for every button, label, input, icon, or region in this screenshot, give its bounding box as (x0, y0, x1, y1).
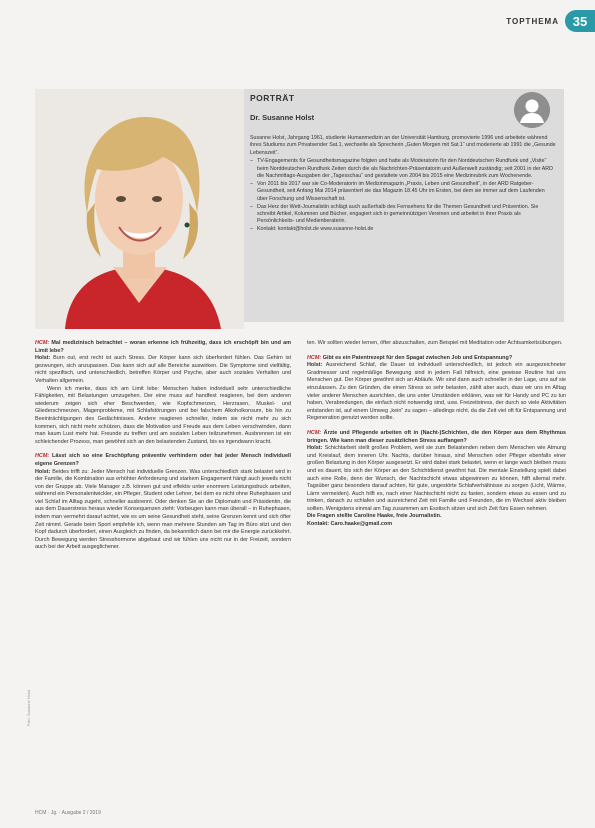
paragraph-gap (35, 446, 291, 453)
portrait-body (250, 135, 556, 234)
portrait-photo-image (35, 89, 244, 329)
page-footer: HCM · Jg. · Ausgabe 2 / 2019 (35, 810, 101, 816)
interview-credit: Die Fragen stellte Caroline Haake, freie Journalistin. (307, 513, 442, 520)
paragraph-gap (307, 423, 566, 430)
interview-column-right (307, 340, 566, 529)
portrait-info-box (244, 89, 564, 322)
interview-answer-continued: ten. Wir sollten wieder lernen, öfter abzuschalten, zum Beispiel mit Meditation oder Achtsamkeitsübungen. (307, 340, 563, 346)
interview-question: HCM: Mal medizinisch betrachtet – woran erkenne ich frühzeitig, dass ich erschöpft bin und am Limit lebe? (35, 340, 291, 354)
portrait-contact: – Kontakt: kontakt@holst.de www.susanne-holst.de (250, 226, 556, 233)
section-label: TOPTHEMA (506, 16, 559, 26)
interview-question: HCM: Gibt es ein Patentrezept für den Spagat zwischen Job und Entspannung? (307, 354, 513, 361)
portrait-photo (35, 89, 244, 329)
interview-column-left (35, 340, 291, 552)
interview-answer: Holst: Burn out, erst recht ist auch Stress. Der Körper kann sich überfordert fühlen. Das Gehirn ist gezwungen, sich anzupassen. Das kann sich auf alle Bereiche auswirken. Die Symptome sind vielfältig, nicht spezifisch, und unterschiedlich, betreffen Körper und Psyche, aber auch soziales Verhalten und Verhalten allgemein. (35, 355, 291, 384)
interview-answer: Holst: Beides trifft zu: Jeder Mensch hat individuelle Grenzen. Was unterschiedlich stark belastet wird in der Familie, die Kombination aus erhöhter Anforderung und starkem Engagement hängt auch jeweils nicht von der Gruppe ab. Viele Manager z.B. können gut und effektiv unter enormem Leistungsdruck arbeiten, während ein Personalentwickler, ein Pfleger, Student oder Lehrer, bei dem es nicht ohne Ruhephasen und viel Schlaf im Alltag zugeht, schneller ausbrennt. Oder denken Sie an die Diplomatin und Präsidentin, die aus dem Dauerstress heraus wieder Konsequenzen zieht: Vorbeugen kann man überall – in Ruhephasen, indem man vermehrt darauf achtet, wie es um seine Gesundheit steht, seine Grenzen kennt und sich öfter Zeit nimmt. Gerade beim Sport empfehle ich, wenn man mehrere Stunden am Tag im Büro sitzt und den Kopf dadurch überfordert, einen Ausgleich zu finden, da bekanntlich dann bei mir die Energie zurückkehrt. Durch Bewegung werden Stresshormone abgebaut und wir fühlen uns nicht nur in der Freizeit, sondern auch bei der Arbeit ausgeglichener. (35, 468, 291, 551)
paragraph-gap (307, 348, 566, 355)
portrait-item: – Von 2011 bis 2017 war sie Co-Moderatorin im Medizinmagazin „Praxis, Leben und Gesundheit“, in der ARD Ratgeber-Gesundheit, seit Anfang Mai 2014 präsentiert sie das Magazin 18.45 Uhr im Ersten, bei dem sie immer auf dem Laufenden über Forschung und Wissenschaft ist. (250, 181, 556, 203)
portrait-label: PORTRÄT (250, 93, 295, 103)
interview-answer: Holst: Ausreichend Schlaf, die Dauer ist individuell unterschiedlich, ist jedoch ein ausgezeichneter Gradmesser und regelmäßige Bewegung sind in jedem Fall hilfreich, eine gewisse Routine hat uns Menschen gut. Der Körper gewöhnt sich an Abläufe. Wir sind dann auch schneller in der Lage, uns auf sie einzulassen. Zu den Gründen, die einen Stress so sehr belasten, zählt aber auch, dass wir uns im Alltag vieler anderer Menschen ausrichten, die uns unter Umständen erklären, was wir für Handy und PC zu tun haben, Verabredungen, die einfach nicht notwendig sind, usw. Freizeitstress, der durch so viele Aktivitäten entstanden ist, auf einem Umweg „kein“ zu sagen – alledings nicht, da die Zeit viel oft für Entspannung und Regeneration genutzt werden sollte. (307, 362, 566, 422)
portrait-name: Dr. Susanne Holst (250, 113, 315, 122)
interview-answer: Holst: Schichtarbeit stellt großes Problem, weil sie zum Belastenden neben dem Menschen wie Atmung und Kreislauf, dem inneren Uhr. Nachts, darüber hinaus, sind Menschen oder Pfleger ebenfalls einer großen Belastung in den Körper ausgesetzt. Er wird dabei stark belastet, wenn er lange wach bleiben muss und es dauert, bis sich der Körper an den Schichtdienst gewöhnt hat. Die mentale Einstellung spielt dabei auch eine Rolle, denn der Wunsch, der Nachtschicht etwas abgewinnen zu können, hilft allemal mehr. Tagsüber ganz besonders darauf achten, für gute, ungestörte Schlafverhältnisse zu sorgen (Licht, Wärme, Lärm vermeiden). Auch hilft es, nach einer Nachtschicht nicht zu fasten, sondern etwas zu essen und zu trinken, danach zu schlafen und ausreichend Zeit mit Familie und Freunden, die im Wechsel aktiv bleiben sollten. Wenigstens einmal am Tag zusammen am Esstisch sitzen und sich Zeit fürs Essen nehmen. (307, 445, 566, 512)
photo-credit: Foto: Susanne Holst (26, 690, 31, 727)
person-icon (514, 92, 550, 128)
section-header (506, 10, 595, 32)
avatar (514, 92, 550, 128)
portrait-intro: Susanne Holst, Jahrgang 1961, studierte Humanmedizin an der Universität Hamburg, promovierte 1996 und arbeitete während ihres Studiums zum Privatsender Sat.1, wechselte als Sprecherin „Guten Morgen mit Sat.1“ und moderierte ab 1991 die „Gesunde Lebenszeit“. (250, 135, 556, 156)
interview-answer-continued: Wenn ich merke, dass ich am Limit lebe: Menschen haben individuell sehr unterschiedliche Fähigkeiten, mit Belastungen umzugehen. Der eine muss auf handfest reagieren, bei dem anderen wiederum zeigen sich eher Beschwerden, wie Kopfschmerzen, Herzrasen, Muskel- und Gliederschmerzen, Magenprobleme, mit Schlafstörungen und bei falschem Alkoholkonsum, bis hin zu Beeinträchtigungen des Gedächtnisses. Andere reagieren schneller, indem sie nicht mehr zu sich kommen, sich nicht mehr schützen, dass die Motivation und Freude aus dem Leben verschwinden, dann man kaum Lust mehr hat. Freunde zu treffen und am sozialen Leben teilzunehmen. Ausbrennen ist ein schleichender Prozess, man gewöhnt sich an den belastenden Zustand, bis es irgendwann kracht. (35, 385, 291, 445)
interview-question: HCM: Lässt sich so eine Erschöpfung präventiv verhindern oder hat jeder Mensch individuell eigene Grenzen? (35, 453, 291, 467)
interview-credit-contact: Kontakt: Caro.haake@gmail.com (307, 521, 393, 528)
page-number: 35 (565, 10, 595, 32)
portrait-item: – Das Herz der Wett-Journalistin schlägt auch außerhalb des Fernsehens für die Themen Gesundheit und Prävention. Sie schreibt Artikel, Kolumnen und Bücher, engagiert sich in gemeinnützigen Vereinen und arbeitet in ihrer Praxis als Persönlichkeits- und Medienberaterin. (250, 204, 556, 226)
portrait-item: – TV-Engagements für Gesundheitsmagazine folgten und hatte als Moderatorin für den Norddeutschen Rundfunk und „Visite“ beim Norddeutschen Rundfunk Zeiten durch die als Nachrichten-Präsentatorin und Außenwelt zuständig; seit 2001 in der ARD die Nachmittags-Ausgaben der „Tagesschau“ und gestaltete von 2004 bis 2015 eine Medizinrubrik zum Wochenende. (250, 158, 556, 180)
interview-question: HCM: Ärzte und Pflegende arbeiten oft in (Nacht-)Schichten, die den Körper aus dem Rhythmus bringen. Wie kann man dieser zusätzlichen Stress auffangen? (307, 429, 566, 444)
